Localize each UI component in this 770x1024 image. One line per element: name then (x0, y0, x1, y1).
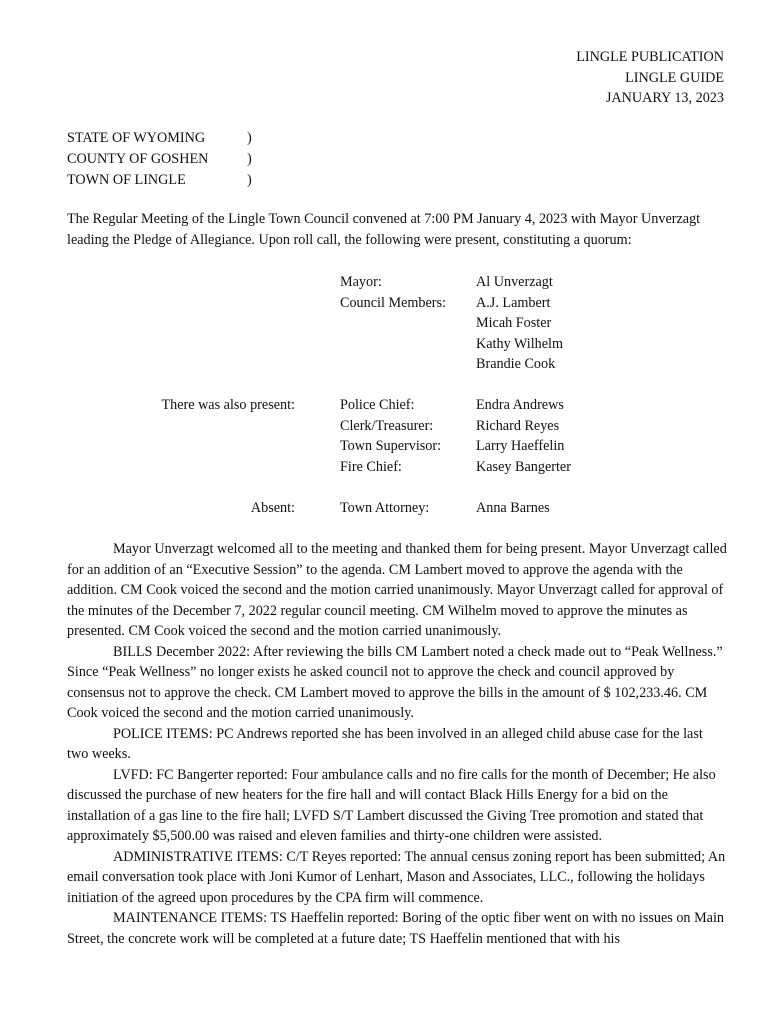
roster-row (0, 395, 770, 416)
minutes-paragraph-police: POLICE ITEMS: PC Andrews reported she has been involved in an alleged child abuse case for the last two weeks. (67, 725, 703, 762)
jurisdiction-label: COUNTY OF GOSHEN (67, 151, 209, 167)
roster-role: Clerk/Treasurer: (340, 417, 434, 434)
roster-name: Richard Reyes (476, 417, 560, 434)
jurisdiction-row (67, 170, 252, 191)
minutes-paragraph-admin: ADMINISTRATIVE ITEMS: C/T Reyes reported: The annual census zoning report has been submitted; An email conversation took place with Joni Kumor of Lenhart, Mason and Associates, LLC., following the holidays initiation of the agreed upon procedures by the CPA firm will commence. (67, 848, 726, 906)
jurisdiction-row (67, 149, 252, 170)
jurisdiction-label: TOWN OF LINGLE (67, 172, 186, 188)
roster-name: Anna Barnes (476, 499, 550, 516)
roster-spacer (0, 375, 770, 396)
minutes-paragraph-fire: LVFD: FC Bangerter reported: Four ambulance calls and no fire calls for the month of December; He also discussed the purchase of new heaters for the fire hall and will contact Black Hills Energy for a bid on the installation of a gas line to the fire hall; LVFD S/T Lambert discussed the Giving Tree promotion and stated that approximately $5,500.00 was raised and eleven families and thirty-one children were assisted. (67, 766, 716, 844)
roster-name: Al Unverzagt (476, 274, 553, 290)
publication-name: LINGLE PUBLICATION (576, 49, 724, 65)
roster-role: Town Attorney: (340, 499, 430, 516)
roster-name: Kathy Wilhelm (476, 335, 564, 352)
jurisdiction-paren: ) (247, 130, 252, 146)
jurisdiction-row (67, 128, 252, 149)
roster-role: Town Supervisor: (340, 438, 442, 454)
roster-name: A.J. Lambert (476, 294, 551, 311)
roster-row (0, 457, 770, 478)
jurisdiction-label: STATE OF WYOMING (67, 130, 206, 146)
attendance-roster (0, 272, 770, 518)
roster-name: Larry Haeffelin (476, 438, 565, 454)
roster-row (0, 313, 770, 334)
jurisdiction-paren: ) (247, 172, 252, 188)
minutes-paragraph-bills: BILLS December 2022: After reviewing the bills CM Lambert noted a check made out to “Peak Wellness.” Since “Peak Wellness” no longer exists he asked council not to approve the check and council approved by consensus not to approve the check. CM Lambert moved to approve the bills in the amount of $ 102,233.46. CM Cook voiced the second and the motion carried unanimously. (67, 643, 723, 721)
roster-row (0, 436, 770, 457)
roster-row (0, 416, 770, 437)
roster-row (0, 293, 770, 314)
roster-name: Kasey Bangerter (476, 458, 571, 475)
publication-header (576, 47, 724, 109)
absent-label: Absent: (250, 499, 295, 516)
roster-role: Police Chief: (340, 397, 415, 413)
jurisdiction-paren: ) (247, 151, 252, 167)
minutes-paragraph-opening: Mayor Unverzagt welcomed all to the meeting and thanked them for being present. Mayor Unverzagt called for an addition of an “Executive Session” to the agenda. CM Lambert moved to approve the agenda with the addition. CM Cook voiced the second and the motion carried unanimously. Mayor Unverzagt called for approval of the minutes of the December 7, 2022 regular council meeting. CM Wilhelm moved to approve the minutes as presented. CM Cook voiced the second and the motion carried unanimously. (67, 541, 727, 639)
minutes-paragraph-maintenance: MAINTENANCE ITEMS: TS Haeffelin reported: Boring of the optic fiber went on with no issues on Main Street, the concrete work will be completed at a future date; TS Haeffelin mentioned that with his (67, 910, 725, 947)
jurisdiction-block (67, 128, 252, 191)
intro-paragraph: The Regular Meeting of the Lingle Town Council convened at 7:00 PM January 4, 2023 with Mayor Unverzagt leading the Pledge of Allegiance. Upon roll call, the following were present, constituting a quorum: (67, 211, 701, 248)
roster-role: Mayor: (340, 274, 382, 290)
roster-row (0, 354, 770, 375)
roster-spacer (0, 477, 770, 498)
roster-role: Fire Chief: (340, 458, 402, 475)
roster-row (0, 498, 770, 519)
roster-name: Brandie Cook (476, 356, 556, 372)
roster-name: Micah Foster (476, 315, 552, 331)
roster-row (0, 334, 770, 355)
publication-date: JANUARY 13, 2023 (605, 90, 724, 106)
roster-role: Council Members: (340, 294, 446, 311)
roster-name: Endra Andrews (476, 397, 564, 413)
minutes-body (67, 539, 727, 949)
guide-name: LINGLE GUIDE (625, 69, 724, 86)
also-present-label: There was also present: (161, 397, 295, 413)
roster-row (0, 272, 770, 293)
